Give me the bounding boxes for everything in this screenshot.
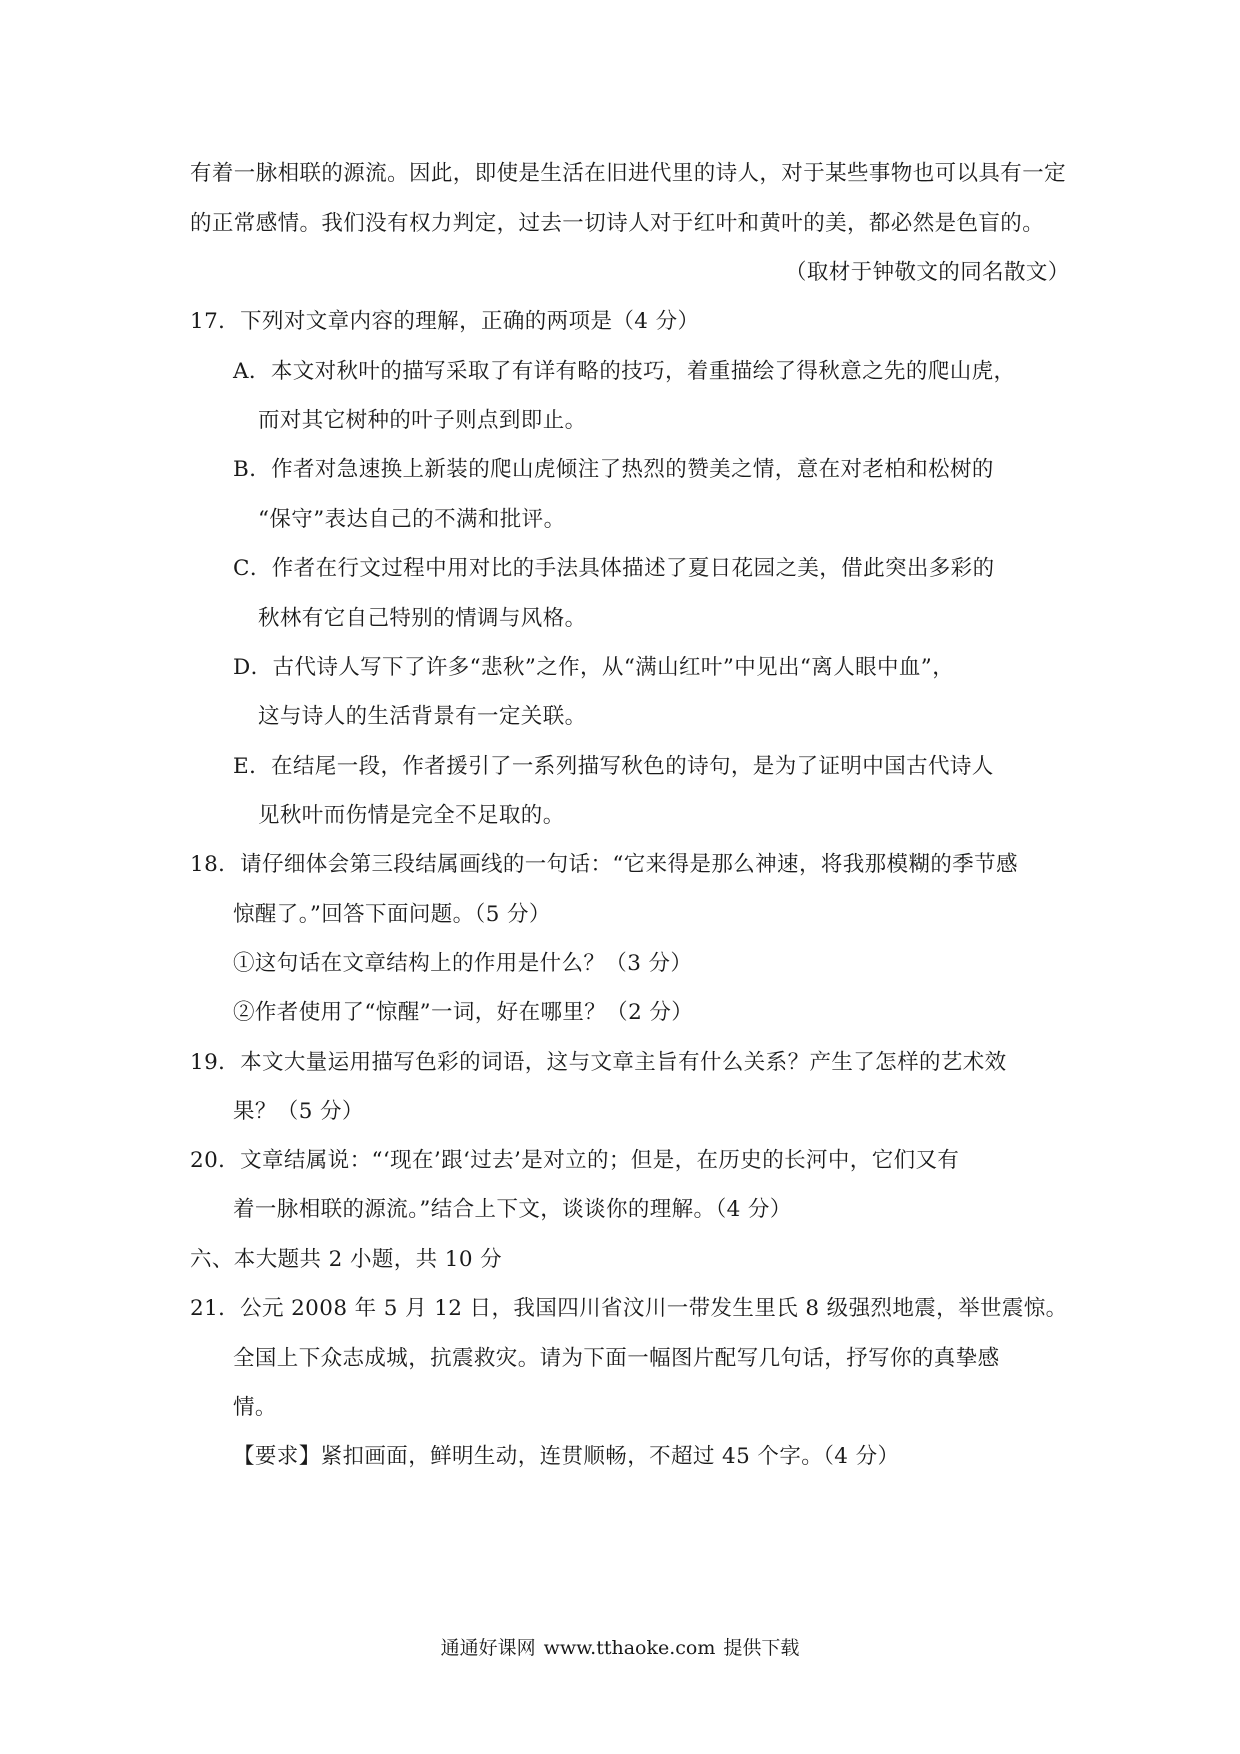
option-d bbox=[233, 653, 954, 683]
option-text: 在结尾一段，作者援引了一系列描写秋色的诗句，是为了证明中国古代诗人 bbox=[271, 754, 994, 779]
question-stem: 文章结属说：“‘现在’跟‘过去’是对立的；但是，在历史的长河中，它们又有 bbox=[240, 1148, 960, 1173]
question-19-cont: 果？（5 分） bbox=[233, 1099, 364, 1124]
question-number: 19． bbox=[190, 1050, 241, 1075]
question-17 bbox=[190, 307, 699, 337]
page-footer bbox=[0, 1634, 1240, 1662]
question-19 bbox=[190, 1048, 1007, 1078]
option-b bbox=[233, 455, 994, 485]
option-a-cont: 而对其它树种的叶子则点到即止。 bbox=[258, 408, 587, 433]
footer-site-name: 通通好课网 bbox=[440, 1637, 536, 1659]
question-stem: 请仔细体会第三段结属画线的一句话：“它来得是那么神速，将我那模糊的季节感 bbox=[240, 852, 1018, 877]
question-21 bbox=[190, 1294, 1068, 1324]
option-e bbox=[233, 752, 994, 782]
passage-line-1: 有着一脉相联的源流。因此，即使是生活在旧进代里的诗人，对于某些事物也可以具有一定 bbox=[190, 161, 1067, 186]
option-b-cont: “保守”表达自己的不满和批评。 bbox=[258, 507, 566, 532]
question-21-requirement: 【要求】紧扣画面，鲜明生动，连贯顺畅，不超过 45 个字。（4 分） bbox=[233, 1444, 900, 1469]
option-label: A． bbox=[233, 359, 271, 384]
question-stem: 本文大量运用描写色彩的词语，这与文章主旨有什么关系？产生了怎样的艺术效 bbox=[240, 1050, 1007, 1075]
option-text: 作者对急速换上新装的爬山虎倾注了热烈的赞美之情，意在对老柏和松树的 bbox=[271, 457, 994, 482]
question-number: 21． bbox=[190, 1296, 241, 1321]
option-label: D． bbox=[233, 655, 273, 680]
question-stem: 公元 2008 年 5 月 12 日，我国四川省汶川一带发生里氏 8 级强烈地震，举世震惊。 bbox=[240, 1296, 1068, 1321]
question-number: 18． bbox=[190, 852, 241, 877]
option-c bbox=[233, 554, 994, 584]
question-number: 17． bbox=[190, 309, 241, 334]
option-c-cont: 秋林有它自己特别的情调与风格。 bbox=[258, 606, 587, 631]
option-d-cont: 这与诗人的生活背景有一定关联。 bbox=[258, 704, 587, 729]
option-text: 本文对秋叶的描写采取了有详有略的技巧，着重描绘了得秋意之先的爬山虎， bbox=[270, 359, 1016, 384]
question-18-cont: 惊醒了。”回答下面问题。（5 分） bbox=[233, 902, 551, 927]
passage-line-2: 的正常感情。我们没有权力判定，过去一切诗人对于红叶和黄叶的美，都必然是色盲的。 bbox=[190, 211, 1045, 236]
question-20-cont: 着一脉相联的源流。”结合上下文，谈谈你的理解。（4 分） bbox=[233, 1197, 792, 1222]
question-number: 20． bbox=[190, 1148, 241, 1173]
passage-source: （取材于钟敬文的同名散文） bbox=[785, 260, 1070, 285]
question-stem: 下列对文章内容的理解，正确的两项是（4 分） bbox=[240, 309, 700, 334]
question-18-sub-2: ②作者使用了“惊醒”一词，好在哪里？（2 分） bbox=[233, 1000, 694, 1025]
question-18 bbox=[190, 850, 1018, 880]
option-label: E． bbox=[233, 754, 271, 779]
question-20 bbox=[190, 1146, 959, 1176]
option-text: 作者在行文过程中用对比的手法具体描述了夏日花园之美，借此突出多彩的 bbox=[271, 556, 995, 581]
footer-suffix: 提供下载 bbox=[723, 1637, 800, 1659]
question-21-cont-2: 情。 bbox=[233, 1395, 277, 1420]
section-heading: 六、本大题共 2 小题，共 10 分 bbox=[190, 1247, 503, 1272]
option-text: 古代诗人写下了许多“悲秋”之作，从“满山红叶”中见出“离人眼中血”， bbox=[272, 655, 955, 680]
option-label: B． bbox=[233, 457, 272, 482]
option-a bbox=[233, 357, 1015, 387]
footer-url: www.tthaoke.com bbox=[543, 1637, 716, 1659]
option-e-cont: 见秋叶而伤情是完全不足取的。 bbox=[258, 803, 565, 828]
question-21-cont-1: 全国上下众志成城，抗震救灾。请为下面一幅图片配写几句话，抒写你的真挚感 bbox=[233, 1346, 1000, 1371]
option-label: C． bbox=[233, 556, 272, 581]
question-18-sub-1: ①这句话在文章结构上的作用是什么？（3 分） bbox=[233, 951, 693, 976]
